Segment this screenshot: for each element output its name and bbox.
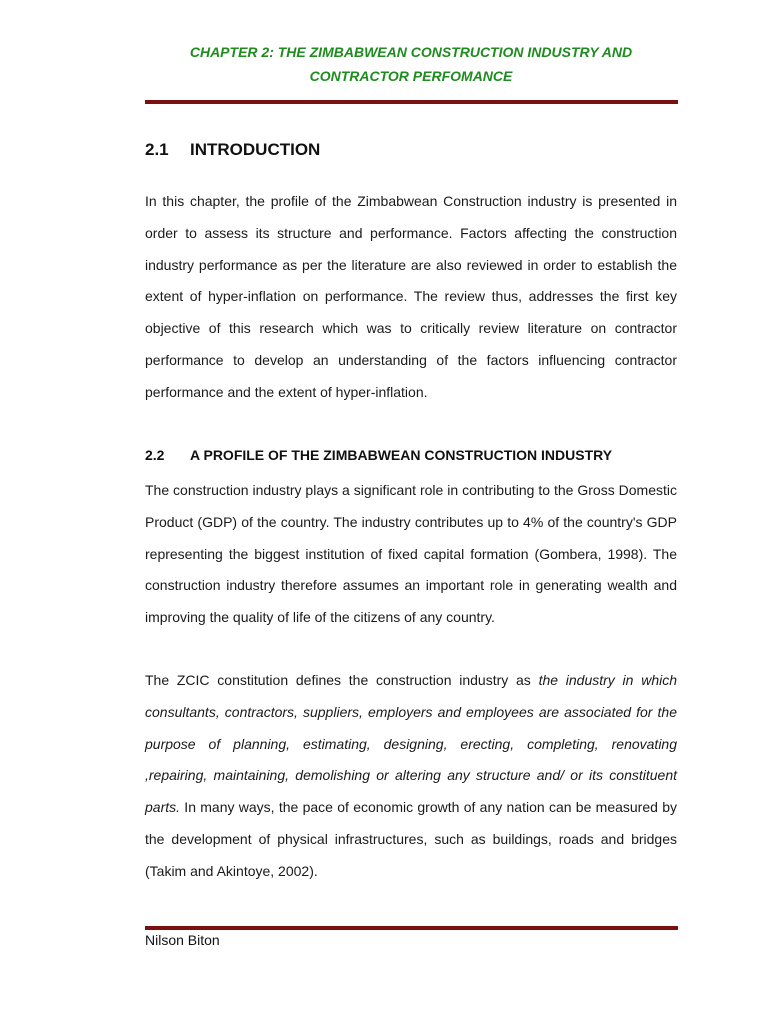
section-title: INTRODUCTION — [190, 140, 321, 159]
chapter-title — [145, 40, 677, 88]
zcic-tail-text: In many ways, the pace of economic growth of any nation can be measured by the development of physical infrastructures, such as buildings, roads and bridges (Takim and Akintoye, 2002). — [145, 799, 677, 879]
section-heading-profile — [145, 447, 612, 463]
section-heading-introduction — [145, 140, 320, 160]
section-number: 2.2 — [145, 447, 165, 463]
profile-paragraph: The construction industry plays a significant role in contributing to the Gross Domestic Product (GDP) of the country. The industry contributes up to 4% of the country's GDP representing the biggest institution of fixed capital formation (Gombera, 1998). The construction industry therefore assumes an important role in generating wealth and improving the quality of life of the citizens of any country. — [145, 482, 677, 626]
header-divider — [145, 100, 678, 104]
chapter-title-line-1: CHAPTER 2: THE ZIMBABWEAN CONSTRUCTION INDUSTRY AND — [189, 44, 633, 60]
footer-author: Nilson Biton — [145, 932, 220, 948]
zcic-lead-text: The ZCIC constitution defines the construction industry as — [145, 672, 539, 688]
zcic-definition-paragraph — [145, 665, 677, 888]
section-title: A PROFILE OF THE ZIMBABWEAN CONSTRUCTION INDUSTRY — [190, 447, 613, 463]
chapter-title-line-2: CONTRACTOR PERFOMANCE — [309, 68, 513, 84]
section-number: 2.1 — [145, 140, 169, 159]
zcic-definition-quote: the industry in which consultants, contractors, suppliers, employers and employees are associated for the purpose of planning, estimating, designing, erecting, completing, renovating ,repairing, maintaining, demolishing or altering any structure and/ or its constituent parts. — [145, 672, 678, 816]
intro-paragraph: In this chapter, the profile of the Zimbabwean Construction industry is presented in order to assess its structure and performance. Factors affecting the construction industry performance as per the literature are also reviewed in order to establish the extent of hyper-inflation on performance. The review thus, addresses the first key objective of this research which was to critically review literature on contractor performance to develop an understanding of the factors influencing contractor performance and the extent of hyper-inflation. — [145, 193, 677, 400]
footer-divider — [145, 926, 678, 930]
